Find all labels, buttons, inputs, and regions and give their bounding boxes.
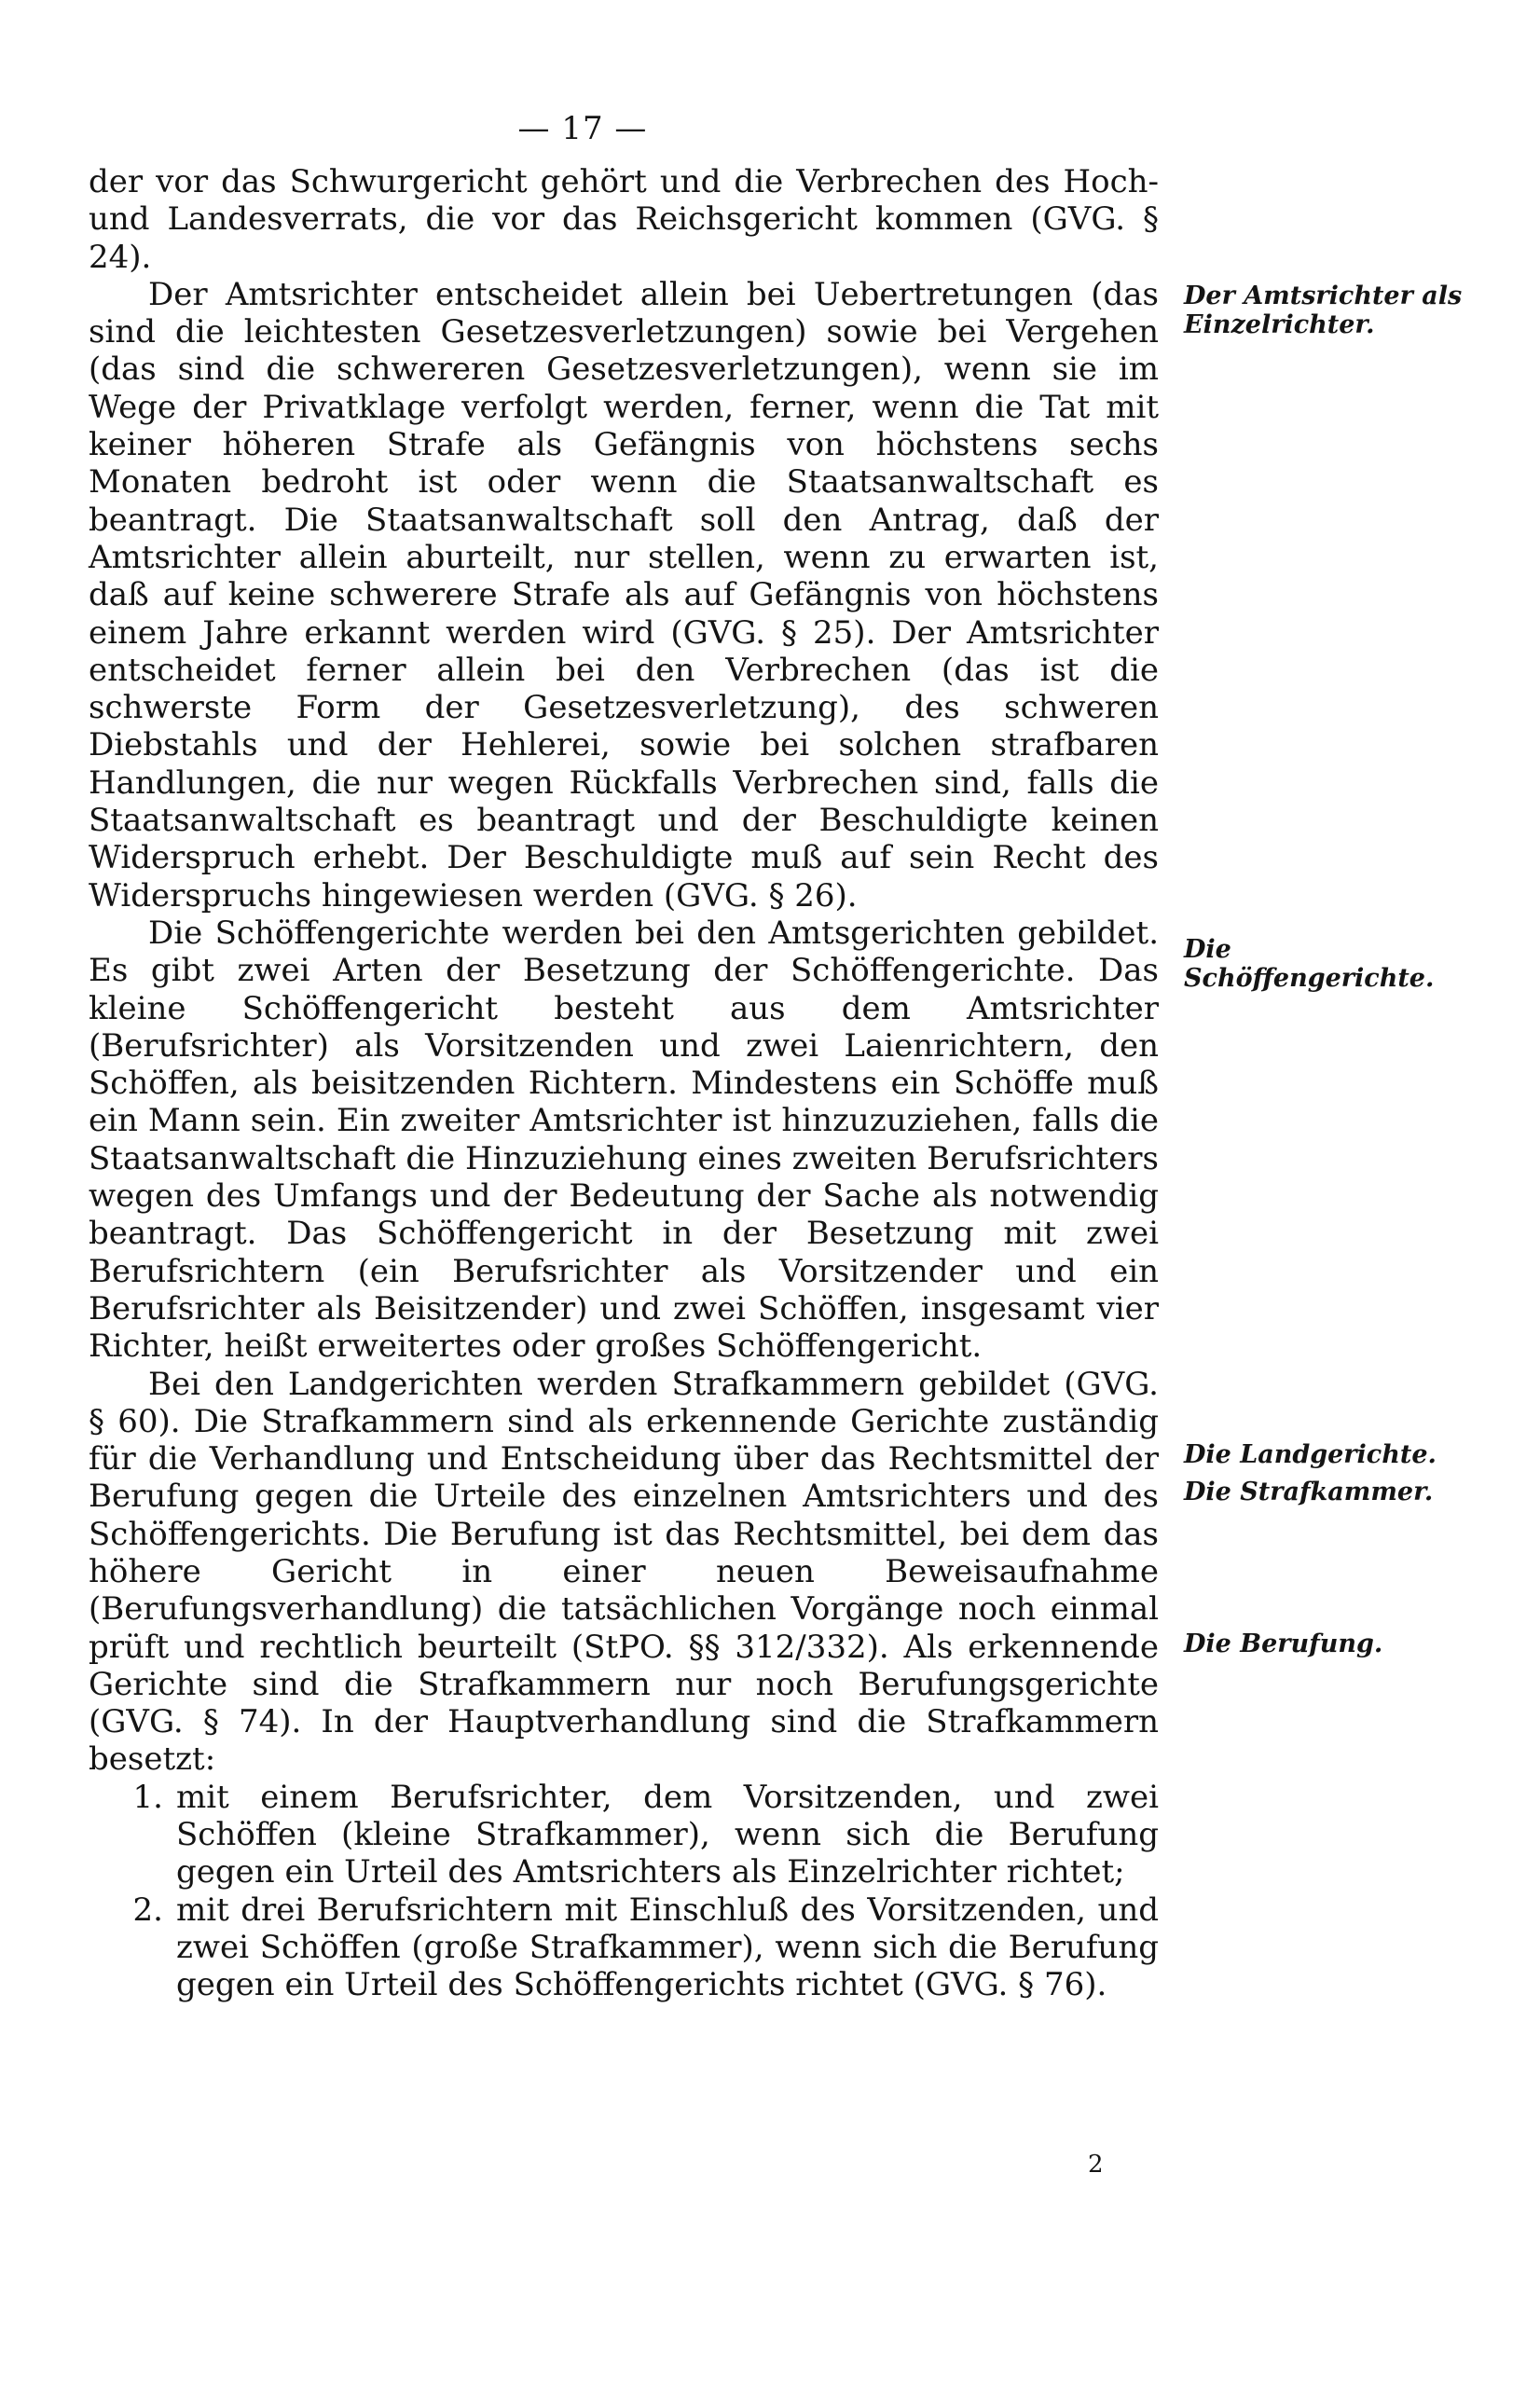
margin-note-landgerichte: Die Landgerichte. (1184, 1440, 1437, 1469)
list-item-text: mit einem Berufsrichter, dem Vorsitzenden, und zwei Schöffen (kleine Strafkammer), wenn sich die Berufung gegen ein Urteil des Amtsrichters als Einzelrichter richtet; (176, 1778, 1159, 1891)
list-item-text: mit drei Berufsrichtern mit Einschluß des Vorsitzenden, und zwei Schöffen (große Strafkammer), wenn sich die Berufung gegen ein Urteil des Schöffengerichts richtet (GVG. § 76). (176, 1891, 1159, 2004)
margin-note-strafkammer: Die Strafkammer. (1184, 1478, 1434, 1506)
list-item-number: 1. (132, 1778, 163, 1816)
paragraph-1: der vor das Schwurgericht gehört und die Verbrechen des Hoch- und Landesverrats, die vor das Reichsgericht kommen (GVG. § 24). (89, 163, 1159, 276)
margin-note-schoeffengerichte: Die Schöffengerichte. (1184, 935, 1435, 993)
printer-signature-mark: 2 (1088, 2151, 1104, 2179)
margin-note-berufung: Die Berufung. (1184, 1630, 1383, 1658)
list-item-1 (89, 1779, 1159, 1891)
page-number: — 17 — (517, 110, 648, 147)
paragraph-2: Der Amtsrichter entscheidet allein bei Uebertretungen (das sind die leichtesten Gesetzesverletzungen) sowie bei Vergehen (das sind die schwereren Gesetzesverletzungen), wenn sie im Wege der Privatklage verfolgt werden, ferner, wenn die Tat mit keiner höheren Strafe als Gefängnis von höchstens sechs Monaten bedroht ist oder wenn die Staatsanwaltschaft es beantragt. Die Staatsanwaltschaft soll den Antrag, daß der Amtsrichter allein aburteilt, nur stellen, wenn zu erwarten ist, daß auf keine schwerere Strafe als auf Gefängnis von höchstens einem Jahre erkannt werden wird (GVG. § 25). Der Amtsrichter entscheidet ferner allein bei den Verbrechen (das ist die schwerste Form der Gesetzesverletzung), des schweren Diebstahls und der Hehlerei, sowie bei solchen strafbaren Handlungen, die nur wegen Rückfalls Verbrechen sind, falls die Staatsanwaltschaft es beantragt und der Beschuldigte keinen Widerspruch erhebt. Der Beschuldigte muß auf sein Recht des Widerspruchs hingewiesen werden (GVG. § 26). (89, 275, 1159, 915)
paragraph-3: Die Schöffengerichte werden bei den Amtsgerichten gebildet. Es gibt zwei Arten der Besetzung der Schöffengerichte. Das kleine Schöffengericht besteht aus dem Amtsrichter (Berufsrichter) als Vorsitzenden und zwei Laienrichtern, den Schöffen, als beisitzenden Richtern. Mindestens ein Schöffe muß ein Mann sein. Ein zweiter Amtsrichter ist hinzuzuziehen, falls die Staatsanwaltschaft die Hinzuziehung eines zweiten Berufsrichters wegen des Umfangs und der Bedeutung der Sache als notwendig beantragt. Das Schöffengericht in der Besetzung mit zwei Berufsrichtern (ein Berufsrichter als Vorsitzender und ein Berufsrichter als Beisitzender) und zwei Schöffen, insgesamt vier Richter, heißt erweitertes oder großes Schöffengericht. (89, 914, 1159, 1366)
margin-note-amtsrichter: Der Amtsrichter als Einzelrichter. (1184, 282, 1463, 339)
list-item-number: 2. (132, 1891, 163, 1929)
paragraph-4: Bei den Landgerichten werden Strafkammern gebildet (GVG. § 60). Die Strafkammern sind als erkennende Gerichte zuständig für die Verhandlung und Entscheidung über das Rechtsmittel der Berufung gegen die Urteile des einzelnen Amtsrichters und des Schöffengerichts. Die Berufung ist das Rechtsmittel, bei dem das höhere Gericht in einer neuen Beweisaufnahme (Berufungsverhandlung) die tatsächlichen Vorgänge noch einmal prüft und rechtlich beurteilt (StPO. §§ 312/332). Als erkennende Gerichte sind die Strafkammern nur noch Berufungsgerichte (GVG. § 74). In der Hauptverhandlung sind die Strafkammern besetzt: (89, 1365, 1159, 1779)
body-text (89, 163, 1159, 2004)
list-item-2 (89, 1891, 1159, 2004)
